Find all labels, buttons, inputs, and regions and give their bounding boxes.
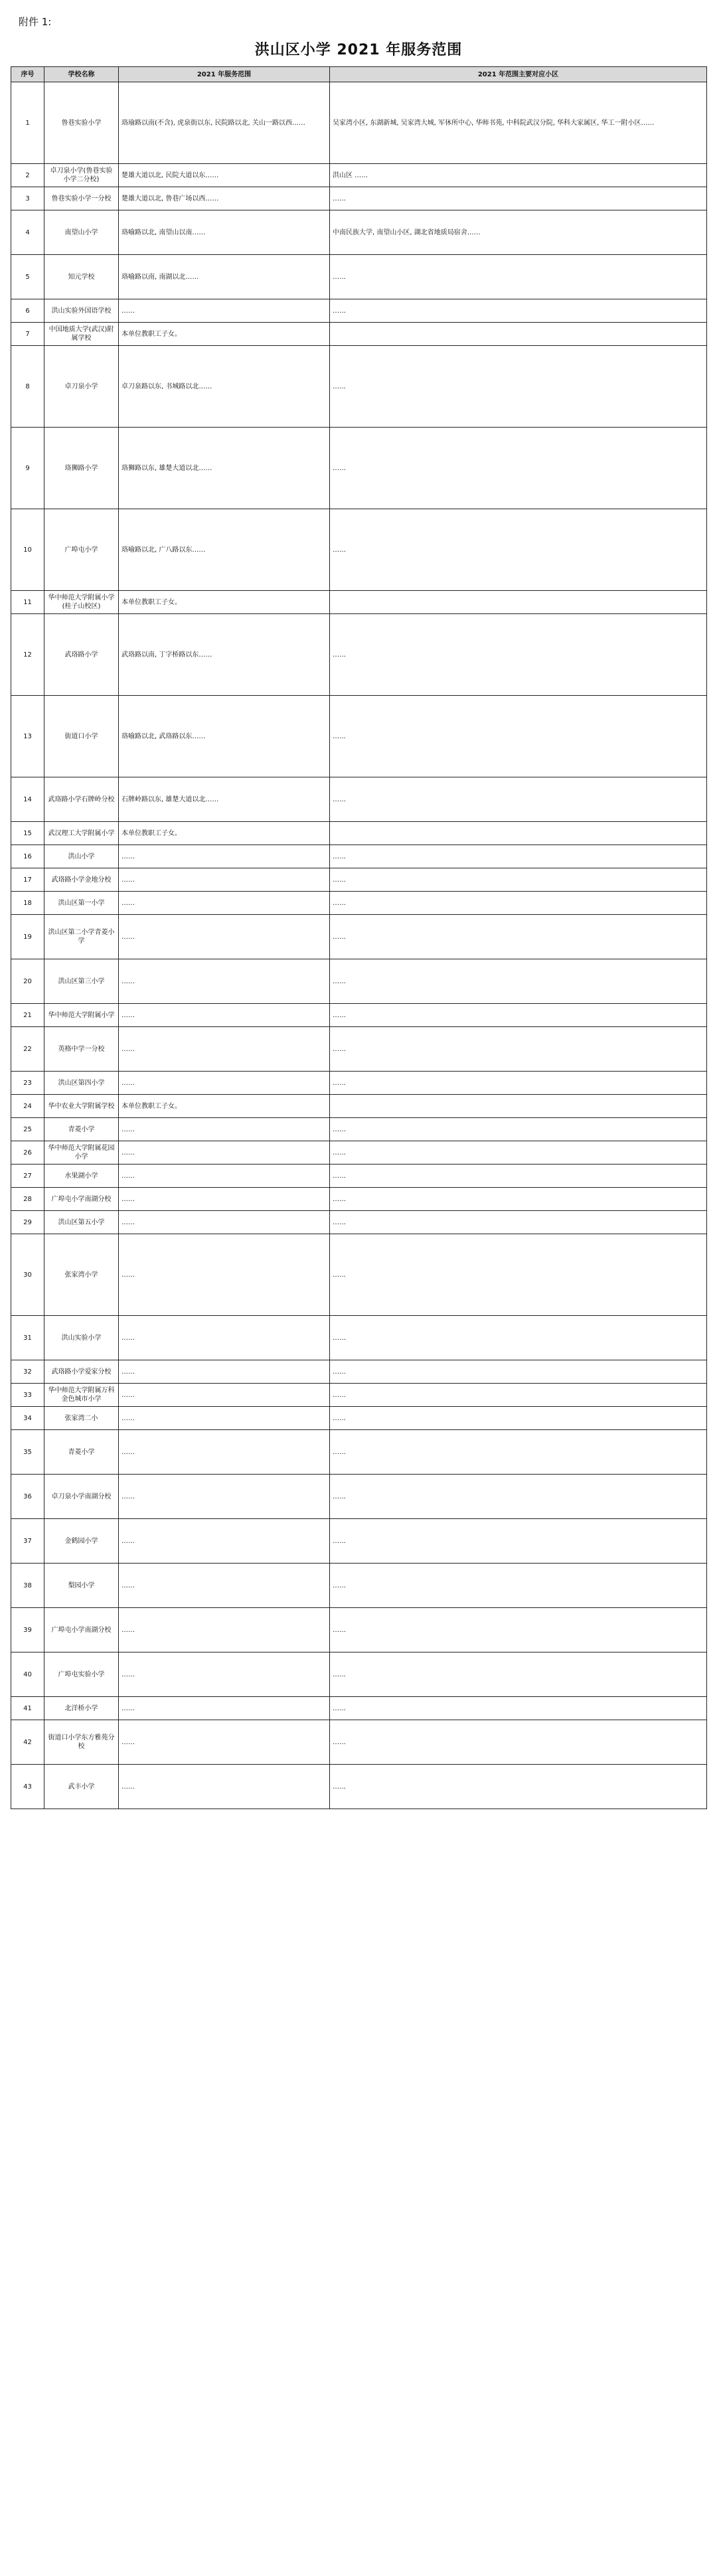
school-name: 洪山实验小学 <box>44 1316 119 1360</box>
community-list: …… <box>330 959 707 1004</box>
table-row <box>11 509 707 591</box>
service-range: …… <box>119 1384 330 1407</box>
row-number: 11 <box>11 591 44 614</box>
community-list: 洪山区 …… <box>330 164 707 187</box>
service-range: …… <box>119 1027 330 1072</box>
service-range: …… <box>119 1165 330 1188</box>
school-name: 武珞路小学 <box>44 614 119 696</box>
school-name: 洪山区第一小学 <box>44 892 119 915</box>
row-number: 35 <box>11 1430 44 1475</box>
school-name: 知元学校 <box>44 255 119 299</box>
school-name: 洪山实验外国语学校 <box>44 299 119 323</box>
table-row <box>11 1360 707 1384</box>
school-name: 青菱小学 <box>44 1430 119 1475</box>
service-range: 本单位教职工子女。 <box>119 1095 330 1118</box>
table-row <box>11 210 707 255</box>
row-number: 20 <box>11 959 44 1004</box>
table-row <box>11 299 707 323</box>
row-number: 25 <box>11 1118 44 1141</box>
row-number: 16 <box>11 845 44 868</box>
row-number: 42 <box>11 1720 44 1765</box>
table-row <box>11 1697 707 1720</box>
school-name: 卓刀泉小学(鲁巷实验小学二分校) <box>44 164 119 187</box>
community-list: …… <box>330 187 707 210</box>
school-name: 武珞路小学金地分校 <box>44 868 119 892</box>
table-row <box>11 1188 707 1211</box>
school-name: 武汉理工大学附属小学 <box>44 822 119 845</box>
school-name: 洪山区第四小学 <box>44 1072 119 1095</box>
table-body <box>11 82 707 1809</box>
school-name: 张家湾二小 <box>44 1407 119 1430</box>
service-range: 石牌岭路以东, 雄楚大道以北…… <box>119 777 330 822</box>
school-name: 华中师范大学附属小学(桂子山校区) <box>44 591 119 614</box>
community-list: …… <box>330 1316 707 1360</box>
school-name: 武丰小学 <box>44 1765 119 1809</box>
school-name: 鲁巷实验小学 <box>44 82 119 164</box>
school-name: 华中农业大学附属学校 <box>44 1095 119 1118</box>
row-number: 6 <box>11 299 44 323</box>
service-range: …… <box>119 915 330 959</box>
row-number: 26 <box>11 1141 44 1165</box>
service-range: 珞喻路以南, 南湖以北…… <box>119 255 330 299</box>
school-name: 街道口小学东方雅苑分校 <box>44 1720 119 1765</box>
row-number: 34 <box>11 1407 44 1430</box>
table-row <box>11 1211 707 1234</box>
service-range: …… <box>119 1519 330 1564</box>
community-list: …… <box>330 1720 707 1765</box>
table-row <box>11 915 707 959</box>
community-list <box>330 591 707 614</box>
school-name: 金鹤园小学 <box>44 1519 119 1564</box>
table-row <box>11 1475 707 1519</box>
community-list: …… <box>330 696 707 777</box>
community-list: …… <box>330 915 707 959</box>
community-list: …… <box>330 1608 707 1652</box>
table-row <box>11 1072 707 1095</box>
community-list: …… <box>330 845 707 868</box>
table-row <box>11 346 707 428</box>
community-list: …… <box>330 1384 707 1407</box>
community-list: …… <box>330 1430 707 1475</box>
school-name: 广埠屯小学南湖分校 <box>44 1188 119 1211</box>
service-range: 珞喻路以北, 武珞路以东…… <box>119 696 330 777</box>
service-range: 珞狮路以东, 雄楚大道以北…… <box>119 428 330 509</box>
community-list: …… <box>330 428 707 509</box>
school-name: 张家湾小学 <box>44 1234 119 1316</box>
table-row <box>11 1652 707 1697</box>
community-list: …… <box>330 1360 707 1384</box>
service-range: …… <box>119 1652 330 1697</box>
community-list: 吴家湾小区, 东湖新城, 吴家湾大城, 军休所中心, 华师书苑, 中科院武汉分院, 华科大家属区, 华工一附小区…… <box>330 82 707 164</box>
school-name: 北洋桥小学 <box>44 1697 119 1720</box>
school-name: 华中师范大学附属小学 <box>44 1004 119 1027</box>
service-range: …… <box>119 1608 330 1652</box>
community-list: …… <box>330 1564 707 1608</box>
school-name: 青菱小学 <box>44 1118 119 1141</box>
school-name: 卓刀泉小学南湖分校 <box>44 1475 119 1519</box>
table-row <box>11 614 707 696</box>
school-name: 广埠屯小学南湖分校 <box>44 1608 119 1652</box>
table-row <box>11 1519 707 1564</box>
table-row <box>11 323 707 346</box>
service-range: …… <box>119 1720 330 1765</box>
table-row <box>11 1608 707 1652</box>
table-row <box>11 696 707 777</box>
community-list <box>330 822 707 845</box>
service-range: 本单位教职工子女。 <box>119 323 330 346</box>
service-range: …… <box>119 1430 330 1475</box>
table-row <box>11 868 707 892</box>
school-name: 华中师范大学附属花园小学 <box>44 1141 119 1165</box>
row-number: 4 <box>11 210 44 255</box>
table-row <box>11 1165 707 1188</box>
school-name: 中国地质大学(武汉)附属学校 <box>44 323 119 346</box>
community-list: …… <box>330 1027 707 1072</box>
community-list: …… <box>330 868 707 892</box>
table-row <box>11 1004 707 1027</box>
column-header-communities: 2021 年范围主要对应小区 <box>330 67 707 82</box>
table-row <box>11 187 707 210</box>
service-range: …… <box>119 1564 330 1608</box>
service-range: …… <box>119 1118 330 1141</box>
row-number: 7 <box>11 323 44 346</box>
service-range: 本单位教职工子女。 <box>119 591 330 614</box>
service-scope-table <box>11 66 707 1809</box>
row-number: 8 <box>11 346 44 428</box>
school-name: 武珞路小学爱家分校 <box>44 1360 119 1384</box>
service-range: …… <box>119 845 330 868</box>
row-number: 13 <box>11 696 44 777</box>
school-name: 洪山区第五小学 <box>44 1211 119 1234</box>
community-list: …… <box>330 1475 707 1519</box>
school-name: 梨园小学 <box>44 1564 119 1608</box>
school-name: 卓刀泉小学 <box>44 346 119 428</box>
service-range: 楚雄大道以北, 民院大道以东…… <box>119 164 330 187</box>
school-name: 广埠屯小学 <box>44 509 119 591</box>
table-row <box>11 845 707 868</box>
community-list: …… <box>330 1234 707 1316</box>
community-list: …… <box>330 1165 707 1188</box>
table-row <box>11 777 707 822</box>
service-range: …… <box>119 1234 330 1316</box>
table-row <box>11 892 707 915</box>
community-list: …… <box>330 1519 707 1564</box>
row-number: 38 <box>11 1564 44 1608</box>
table-row <box>11 255 707 299</box>
service-range: 本单位教职工子女。 <box>119 822 330 845</box>
table-row <box>11 428 707 509</box>
community-list: …… <box>330 1697 707 1720</box>
service-range: …… <box>119 1004 330 1027</box>
row-number: 12 <box>11 614 44 696</box>
row-number: 14 <box>11 777 44 822</box>
service-range: …… <box>119 868 330 892</box>
row-number: 19 <box>11 915 44 959</box>
table-row <box>11 591 707 614</box>
school-name: 洪山小学 <box>44 845 119 868</box>
community-list: …… <box>330 1188 707 1211</box>
community-list: …… <box>330 777 707 822</box>
service-range: …… <box>119 1316 330 1360</box>
service-range: …… <box>119 1211 330 1234</box>
service-range: 楚雄大道以北, 鲁巷广场以西…… <box>119 187 330 210</box>
table-row <box>11 822 707 845</box>
service-range: …… <box>119 299 330 323</box>
service-range: 珞瑜路以南(不含), 虎泉街以东, 民院路以北, 关山一路以西…… <box>119 82 330 164</box>
row-number: 31 <box>11 1316 44 1360</box>
row-number: 41 <box>11 1697 44 1720</box>
service-range: …… <box>119 1765 330 1809</box>
row-number: 3 <box>11 187 44 210</box>
table-row <box>11 1234 707 1316</box>
school-name: 南望山小学 <box>44 210 119 255</box>
row-number: 10 <box>11 509 44 591</box>
row-number: 32 <box>11 1360 44 1384</box>
service-range: …… <box>119 1407 330 1430</box>
row-number: 21 <box>11 1004 44 1027</box>
row-number: 37 <box>11 1519 44 1564</box>
row-number: 29 <box>11 1211 44 1234</box>
row-number: 36 <box>11 1475 44 1519</box>
table-row <box>11 164 707 187</box>
row-number: 43 <box>11 1765 44 1809</box>
school-name: 珞狮路小学 <box>44 428 119 509</box>
community-list: …… <box>330 1072 707 1095</box>
school-name: 街道口小学 <box>44 696 119 777</box>
school-name: 英格中学一分校 <box>44 1027 119 1072</box>
community-list: …… <box>330 346 707 428</box>
table-row <box>11 1027 707 1072</box>
service-range: …… <box>119 1188 330 1211</box>
table-row <box>11 1316 707 1360</box>
attachment-label: 附件 1: <box>19 16 52 28</box>
community-list: …… <box>330 1141 707 1165</box>
service-range: …… <box>119 892 330 915</box>
row-number: 27 <box>11 1165 44 1188</box>
community-list: …… <box>330 1765 707 1809</box>
community-list <box>330 323 707 346</box>
table-row <box>11 82 707 164</box>
service-range: …… <box>119 1360 330 1384</box>
community-list: …… <box>330 255 707 299</box>
row-number: 40 <box>11 1652 44 1697</box>
service-range: …… <box>119 1072 330 1095</box>
row-number: 22 <box>11 1027 44 1072</box>
community-list: …… <box>330 1118 707 1141</box>
row-number: 18 <box>11 892 44 915</box>
table-row <box>11 1430 707 1475</box>
school-name: 华中师范大学附属万科金色城市小学 <box>44 1384 119 1407</box>
school-name: 鲁巷实验小学一分校 <box>44 187 119 210</box>
row-number: 1 <box>11 82 44 164</box>
column-header-number: 序号 <box>11 67 44 82</box>
community-list: …… <box>330 509 707 591</box>
community-list <box>330 1095 707 1118</box>
row-number: 17 <box>11 868 44 892</box>
community-list: …… <box>330 1407 707 1430</box>
school-name: 武珞路小学石牌岭分校 <box>44 777 119 822</box>
row-number: 9 <box>11 428 44 509</box>
table-row <box>11 1720 707 1765</box>
table-row <box>11 1384 707 1407</box>
table-row <box>11 959 707 1004</box>
table-row <box>11 1765 707 1809</box>
school-name: 广埠屯实验小学 <box>44 1652 119 1697</box>
community-list: …… <box>330 1211 707 1234</box>
column-header-range: 2021 年服务范围 <box>119 67 330 82</box>
table-row <box>11 1118 707 1141</box>
row-number: 39 <box>11 1608 44 1652</box>
service-range: …… <box>119 1697 330 1720</box>
service-range: …… <box>119 959 330 1004</box>
community-list: …… <box>330 892 707 915</box>
row-number: 5 <box>11 255 44 299</box>
table-row <box>11 1095 707 1118</box>
service-range: 珞喻路以北, 南望山以南…… <box>119 210 330 255</box>
table-row <box>11 1564 707 1608</box>
community-list: …… <box>330 1652 707 1697</box>
service-range: 卓刀泉路以东, 书城路以北…… <box>119 346 330 428</box>
row-number: 23 <box>11 1072 44 1095</box>
table-row <box>11 1141 707 1165</box>
row-number: 24 <box>11 1095 44 1118</box>
column-header-school: 学校名称 <box>44 67 119 82</box>
school-name: 洪山区第三小学 <box>44 959 119 1004</box>
service-range: …… <box>119 1141 330 1165</box>
school-name: 水果湖小学 <box>44 1165 119 1188</box>
service-range: 珞喻路以北, 广八路以东…… <box>119 509 330 591</box>
community-list: 中南民族大学, 南望山小区, 湖北省地质局宿舍…… <box>330 210 707 255</box>
document-title: 洪山区小学 2021 年服务范围 <box>254 42 463 58</box>
community-list: …… <box>330 614 707 696</box>
school-name: 洪山区第二小学青菱小学 <box>44 915 119 959</box>
row-number: 33 <box>11 1384 44 1407</box>
service-range: …… <box>119 1475 330 1519</box>
row-number: 30 <box>11 1234 44 1316</box>
community-list: …… <box>330 1004 707 1027</box>
row-number: 28 <box>11 1188 44 1211</box>
table-row <box>11 1407 707 1430</box>
community-list: …… <box>330 299 707 323</box>
service-range: 武珞路以南, 丁字桥路以东…… <box>119 614 330 696</box>
row-number: 2 <box>11 164 44 187</box>
row-number: 15 <box>11 822 44 845</box>
table-header-row <box>11 67 707 82</box>
